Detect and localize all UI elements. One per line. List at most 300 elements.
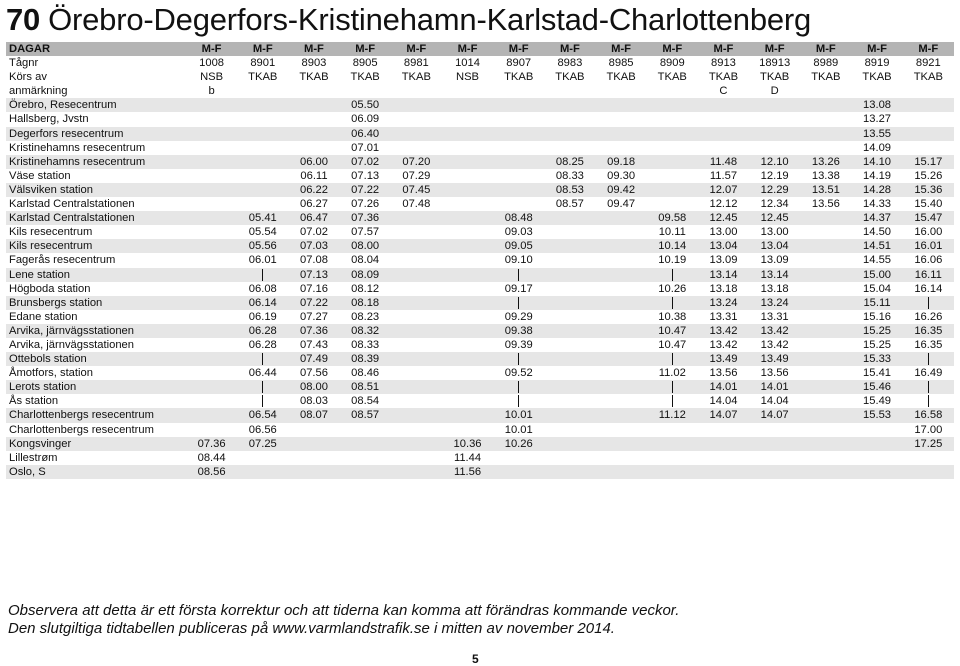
pass-line-icon bbox=[518, 269, 519, 281]
time-cell bbox=[391, 352, 442, 366]
day-header: M-F bbox=[647, 42, 698, 56]
station-row bbox=[6, 296, 954, 310]
time-cell bbox=[288, 127, 339, 141]
time-cell bbox=[391, 296, 442, 310]
time-cell: TKAB bbox=[606, 71, 636, 84]
time-cell: 8901 bbox=[250, 57, 276, 70]
time-cell: 14.55 bbox=[863, 254, 892, 267]
time-cell: 12.12 bbox=[709, 198, 738, 211]
time-cell bbox=[391, 408, 442, 422]
time-cell: 8985 bbox=[608, 57, 634, 70]
time-cell: D bbox=[770, 85, 779, 98]
time-cell bbox=[237, 155, 288, 169]
time-cell: 1008 bbox=[199, 57, 225, 70]
pass-through-marker bbox=[493, 268, 544, 282]
time-cell: TKAB bbox=[657, 71, 687, 84]
time-cell: 09.58 bbox=[647, 211, 698, 225]
time-cell bbox=[800, 465, 851, 479]
time-cell bbox=[596, 268, 647, 282]
time-cell bbox=[186, 310, 237, 324]
day-header: M-F bbox=[596, 42, 647, 56]
pass-line-icon bbox=[518, 297, 519, 309]
time-cell: TKAB bbox=[708, 71, 739, 84]
time-cell: 07.43 bbox=[299, 338, 328, 351]
time-cell bbox=[288, 437, 339, 451]
time-cell: 08.44 bbox=[197, 451, 226, 464]
time-cell bbox=[647, 183, 698, 197]
time-cell: 12.29 bbox=[749, 183, 800, 197]
time-cell bbox=[647, 197, 698, 211]
row-label: Charlottenbergs resecentrum bbox=[9, 423, 154, 436]
time-cell bbox=[288, 84, 339, 98]
time-cell bbox=[186, 112, 237, 126]
station-row bbox=[6, 310, 954, 324]
time-cell: 11.12 bbox=[647, 408, 698, 422]
time-cell bbox=[391, 211, 442, 225]
time-cell: 15.41 bbox=[863, 367, 892, 380]
time-cell bbox=[237, 98, 288, 112]
time-cell bbox=[391, 310, 442, 324]
time-cell bbox=[288, 423, 339, 437]
time-cell: 14.01 bbox=[698, 380, 749, 394]
time-cell bbox=[442, 282, 493, 296]
day-header: M-F bbox=[442, 42, 493, 56]
time-cell: 09.42 bbox=[596, 183, 647, 197]
time-cell: 07.36 bbox=[186, 437, 237, 451]
time-cell: 08.57 bbox=[340, 408, 391, 422]
time-cell bbox=[186, 225, 237, 239]
time-cell: 13.49 bbox=[749, 352, 800, 366]
time-cell bbox=[442, 324, 493, 338]
time-cell: 05.54 bbox=[248, 226, 277, 239]
pass-through-marker bbox=[903, 296, 954, 310]
time-cell bbox=[596, 84, 647, 98]
time-cell bbox=[340, 465, 391, 479]
time-cell: TKAB bbox=[299, 71, 329, 84]
time-cell: 13.38 bbox=[811, 169, 840, 182]
time-cell bbox=[800, 98, 851, 112]
time-cell: 15.47 bbox=[903, 211, 954, 225]
time-cell: 08.23 bbox=[351, 310, 380, 323]
time-cell bbox=[237, 183, 288, 197]
time-cell: 16.14 bbox=[914, 282, 943, 295]
time-cell: 10.19 bbox=[658, 254, 687, 267]
time-cell: 07.02 bbox=[340, 155, 391, 169]
time-cell: 11.44 bbox=[453, 451, 482, 464]
row-label: Arvika, järnvägsstationen bbox=[9, 338, 134, 351]
time-cell: 8905 bbox=[352, 57, 378, 70]
timetable-body bbox=[6, 56, 954, 479]
time-cell: 07.08 bbox=[299, 254, 328, 267]
time-cell bbox=[442, 169, 493, 183]
time-cell bbox=[544, 324, 595, 338]
pass-line-icon bbox=[672, 269, 673, 281]
time-cell bbox=[391, 141, 442, 155]
row-label: Lerots station bbox=[6, 380, 186, 394]
time-cell bbox=[596, 465, 647, 479]
pass-line-icon bbox=[262, 269, 263, 281]
time-cell bbox=[749, 141, 800, 155]
time-cell bbox=[800, 282, 851, 296]
time-cell: 13.56 bbox=[760, 367, 789, 380]
time-cell bbox=[186, 141, 237, 155]
pass-through-marker bbox=[647, 296, 698, 310]
time-cell: 08.09 bbox=[340, 268, 391, 282]
time-cell: 10.38 bbox=[658, 310, 687, 323]
time-cell bbox=[800, 268, 851, 282]
station-row bbox=[6, 197, 954, 211]
time-cell: 07.22 bbox=[340, 183, 391, 197]
time-cell: 10.36 bbox=[442, 437, 493, 451]
time-cell: 06.47 bbox=[288, 211, 339, 225]
time-cell: 1014 bbox=[455, 57, 480, 70]
time-cell: 08.00 bbox=[288, 380, 339, 394]
row-label: Örebro, Resecentrum bbox=[6, 98, 186, 112]
time-cell bbox=[186, 324, 237, 338]
time-cell: 07.03 bbox=[288, 239, 339, 253]
time-cell bbox=[493, 84, 544, 98]
time-cell: 10.47 bbox=[647, 324, 698, 338]
time-cell bbox=[544, 211, 595, 225]
time-cell: TKAB bbox=[760, 71, 790, 84]
day-header: M-F bbox=[544, 42, 595, 56]
pass-line-icon bbox=[672, 395, 673, 407]
time-cell bbox=[442, 84, 493, 98]
time-cell: 15.11 bbox=[851, 296, 902, 310]
time-cell: 16.58 bbox=[903, 408, 954, 422]
time-cell: 13.00 bbox=[709, 226, 738, 239]
time-cell: 13.26 bbox=[800, 155, 851, 169]
time-cell bbox=[544, 366, 595, 380]
time-cell: 13.00 bbox=[760, 226, 789, 239]
time-cell: 07.01 bbox=[351, 141, 380, 154]
time-cell bbox=[442, 127, 493, 141]
pass-line-icon bbox=[672, 297, 673, 309]
time-cell: 05.50 bbox=[340, 98, 391, 112]
time-cell bbox=[800, 394, 851, 408]
row-label: Högboda station bbox=[9, 282, 91, 295]
time-cell: 16.26 bbox=[914, 310, 943, 323]
time-cell: 09.10 bbox=[504, 254, 533, 267]
time-cell bbox=[340, 451, 391, 465]
station-row bbox=[6, 127, 954, 141]
pass-line-icon bbox=[928, 297, 929, 309]
time-cell bbox=[186, 127, 237, 141]
time-cell bbox=[749, 127, 800, 141]
time-cell: 08.12 bbox=[351, 282, 380, 295]
row-label: Arvika, järnvägsstationen bbox=[6, 324, 186, 338]
station-row bbox=[6, 408, 954, 422]
time-cell: 07.26 bbox=[351, 198, 380, 211]
time-cell bbox=[596, 282, 647, 296]
time-cell bbox=[800, 112, 851, 126]
time-cell bbox=[903, 465, 954, 479]
time-cell bbox=[647, 169, 698, 183]
pass-through-marker bbox=[493, 394, 544, 408]
time-cell: 07.29 bbox=[402, 169, 431, 182]
time-cell: 08.18 bbox=[340, 296, 391, 310]
pass-through-marker bbox=[647, 268, 698, 282]
time-cell: 05.41 bbox=[237, 211, 288, 225]
time-cell bbox=[749, 465, 800, 479]
time-cell bbox=[647, 84, 698, 98]
time-cell: 16.06 bbox=[914, 254, 943, 267]
station-row bbox=[6, 98, 954, 112]
time-cell bbox=[647, 141, 698, 155]
time-cell: 09.17 bbox=[504, 282, 533, 295]
time-cell: 13.55 bbox=[851, 127, 902, 141]
time-cell: 15.16 bbox=[863, 310, 892, 323]
time-cell bbox=[596, 225, 647, 239]
row-label: Lene station bbox=[6, 268, 186, 282]
time-cell bbox=[340, 84, 391, 98]
time-cell bbox=[544, 423, 595, 437]
time-cell bbox=[544, 282, 595, 296]
time-cell: 06.19 bbox=[248, 310, 277, 323]
time-cell bbox=[186, 155, 237, 169]
time-cell bbox=[391, 253, 442, 267]
time-cell bbox=[800, 352, 851, 366]
time-cell: TKAB bbox=[504, 71, 534, 84]
time-cell bbox=[544, 465, 595, 479]
time-cell: 10.01 bbox=[504, 423, 533, 436]
time-cell bbox=[442, 268, 493, 282]
time-cell bbox=[544, 253, 595, 267]
row-label: anmärkning bbox=[9, 85, 68, 98]
time-cell bbox=[647, 451, 698, 465]
station-row bbox=[6, 338, 954, 352]
time-cell: 06.28 bbox=[237, 324, 288, 338]
time-cell: 15.40 bbox=[914, 198, 943, 211]
pass-line-icon bbox=[672, 381, 673, 393]
time-cell bbox=[544, 98, 595, 112]
time-cell bbox=[596, 338, 647, 352]
time-cell: 09.39 bbox=[504, 338, 533, 351]
time-cell bbox=[544, 310, 595, 324]
time-cell: 13.18 bbox=[709, 282, 738, 295]
time-cell: 10.26 bbox=[658, 282, 687, 295]
time-cell bbox=[903, 141, 954, 155]
time-cell bbox=[544, 352, 595, 366]
time-cell bbox=[186, 239, 237, 253]
time-cell: 13.09 bbox=[709, 254, 738, 267]
time-cell bbox=[186, 282, 237, 296]
time-cell bbox=[596, 451, 647, 465]
time-cell bbox=[851, 451, 902, 465]
time-cell: 08.46 bbox=[351, 367, 380, 380]
time-cell: 10.01 bbox=[493, 408, 544, 422]
time-cell: 06.44 bbox=[248, 367, 277, 380]
time-cell: TKAB bbox=[401, 71, 431, 84]
time-cell bbox=[493, 141, 544, 155]
pass-through-marker bbox=[647, 352, 698, 366]
row-label: Kristinehamns resecentrum bbox=[6, 155, 186, 169]
time-cell bbox=[544, 141, 595, 155]
time-cell bbox=[800, 141, 851, 155]
station-row bbox=[6, 155, 954, 169]
station-row bbox=[6, 394, 954, 408]
time-cell bbox=[237, 465, 288, 479]
station-row bbox=[6, 268, 954, 282]
time-cell bbox=[544, 268, 595, 282]
time-cell bbox=[749, 423, 800, 437]
row-label: Välsviken station bbox=[6, 183, 186, 197]
time-cell bbox=[493, 155, 544, 169]
time-cell bbox=[800, 324, 851, 338]
time-cell bbox=[749, 112, 800, 126]
time-cell bbox=[442, 155, 493, 169]
time-cell: 14.51 bbox=[851, 239, 902, 253]
pass-through-marker bbox=[493, 380, 544, 394]
row-label: Ås station bbox=[9, 395, 59, 408]
pass-line-icon bbox=[518, 353, 519, 365]
time-cell bbox=[493, 98, 544, 112]
time-cell: 10.11 bbox=[658, 226, 686, 239]
time-cell: 12.45 bbox=[698, 211, 749, 225]
time-cell bbox=[186, 408, 237, 422]
time-cell: 8989 bbox=[813, 57, 839, 70]
time-cell bbox=[288, 112, 339, 126]
time-cell bbox=[186, 296, 237, 310]
time-cell: 17.00 bbox=[914, 423, 943, 436]
time-cell bbox=[288, 98, 339, 112]
days-header-label: DAGAR bbox=[6, 42, 186, 56]
time-cell bbox=[749, 451, 800, 465]
time-cell: 16.11 bbox=[903, 268, 954, 282]
time-cell: 15.53 bbox=[851, 408, 902, 422]
time-cell bbox=[851, 465, 902, 479]
time-cell bbox=[544, 296, 595, 310]
time-cell: 13.42 bbox=[698, 324, 749, 338]
time-cell bbox=[544, 112, 595, 126]
row-label: Kils resecentrum bbox=[9, 226, 93, 239]
pass-through-marker bbox=[493, 296, 544, 310]
time-cell: 15.04 bbox=[863, 282, 892, 295]
time-cell bbox=[800, 239, 851, 253]
time-cell: 06.27 bbox=[299, 198, 328, 211]
time-cell bbox=[442, 141, 493, 155]
time-cell: 14.04 bbox=[709, 395, 738, 408]
time-cell bbox=[544, 239, 595, 253]
time-cell: 14.07 bbox=[749, 408, 800, 422]
note-line: Den slutgiltiga tidtabellen publiceras på www.varmlandstrafik.se i mitten av november 2014. bbox=[8, 620, 615, 637]
row-label: Körs av bbox=[9, 71, 47, 84]
time-cell: 12.10 bbox=[749, 155, 800, 169]
time-cell: 08.54 bbox=[351, 395, 380, 408]
time-cell: 09.18 bbox=[596, 155, 647, 169]
time-cell bbox=[237, 141, 288, 155]
time-cell bbox=[647, 423, 698, 437]
time-cell bbox=[596, 408, 647, 422]
time-cell: 13.24 bbox=[698, 296, 749, 310]
time-cell bbox=[442, 98, 493, 112]
pass-line-icon bbox=[262, 353, 263, 365]
time-cell: 09.30 bbox=[607, 169, 636, 182]
time-cell: TKAB bbox=[862, 71, 892, 84]
time-cell bbox=[391, 282, 442, 296]
pass-through-marker bbox=[903, 380, 954, 394]
time-cell bbox=[596, 141, 647, 155]
time-cell: 13.31 bbox=[760, 310, 789, 323]
pass-line-icon bbox=[672, 353, 673, 365]
time-cell bbox=[237, 112, 288, 126]
row-label: Åmotfors, station bbox=[9, 367, 93, 380]
time-cell bbox=[442, 352, 493, 366]
time-cell bbox=[800, 127, 851, 141]
page-number: 5 bbox=[472, 652, 479, 666]
time-cell bbox=[851, 437, 902, 451]
time-cell bbox=[493, 127, 544, 141]
row-label: Charlottenbergs resecentrum bbox=[6, 408, 186, 422]
route-name: Örebro-Degerfors-Kristinehamn-Karlstad-Charlottenberg bbox=[48, 2, 812, 37]
time-cell: 06.09 bbox=[351, 113, 380, 126]
time-cell: 8921 bbox=[915, 57, 941, 70]
time-cell: 14.37 bbox=[851, 211, 902, 225]
time-cell: 16.00 bbox=[914, 226, 943, 239]
time-cell bbox=[186, 423, 237, 437]
time-cell: 13.56 bbox=[811, 198, 840, 211]
time-cell bbox=[391, 380, 442, 394]
time-cell: 07.45 bbox=[391, 183, 442, 197]
time-cell bbox=[800, 451, 851, 465]
time-cell bbox=[391, 84, 442, 98]
time-cell bbox=[391, 98, 442, 112]
station-row bbox=[6, 423, 954, 437]
time-cell: TKAB bbox=[248, 71, 278, 84]
time-cell: 15.00 bbox=[851, 268, 902, 282]
time-cell bbox=[237, 127, 288, 141]
time-cell: 14.07 bbox=[698, 408, 749, 422]
time-cell: 18913 bbox=[759, 57, 791, 70]
time-cell bbox=[596, 253, 647, 267]
time-cell: 05.56 bbox=[237, 239, 288, 253]
time-cell: 13.51 bbox=[800, 183, 851, 197]
station-row bbox=[6, 225, 954, 239]
time-cell: 07.56 bbox=[299, 367, 328, 380]
time-cell bbox=[698, 141, 749, 155]
time-cell bbox=[442, 197, 493, 211]
day-header: M-F bbox=[186, 42, 237, 56]
time-cell: 16.35 bbox=[903, 324, 954, 338]
time-cell bbox=[391, 112, 442, 126]
time-cell bbox=[186, 394, 237, 408]
time-cell: 14.28 bbox=[851, 183, 902, 197]
time-cell: 11.57 bbox=[709, 169, 738, 182]
time-cell bbox=[544, 394, 595, 408]
time-cell: 07.27 bbox=[299, 310, 328, 323]
note-line: Observera att detta är ett första korrektur och att tiderna kan komma att förändras kommande veckor. bbox=[8, 602, 680, 619]
time-cell: 08.32 bbox=[340, 324, 391, 338]
time-cell bbox=[493, 169, 544, 183]
time-cell bbox=[800, 84, 851, 98]
time-cell: 16.35 bbox=[914, 338, 943, 351]
pass-line-icon bbox=[928, 353, 929, 365]
time-cell bbox=[749, 437, 800, 451]
pass-through-marker bbox=[647, 394, 698, 408]
time-cell bbox=[596, 211, 647, 225]
pass-through-marker bbox=[903, 352, 954, 366]
station-row bbox=[6, 437, 954, 451]
pass-line-icon bbox=[518, 381, 519, 393]
time-cell: 07.16 bbox=[299, 282, 328, 295]
station-row bbox=[6, 282, 954, 296]
time-cell bbox=[800, 310, 851, 324]
time-cell: C bbox=[719, 85, 728, 98]
time-cell: 13.09 bbox=[760, 254, 789, 267]
info-row bbox=[6, 84, 954, 98]
time-cell bbox=[596, 366, 647, 380]
day-header: M-F bbox=[237, 42, 288, 56]
